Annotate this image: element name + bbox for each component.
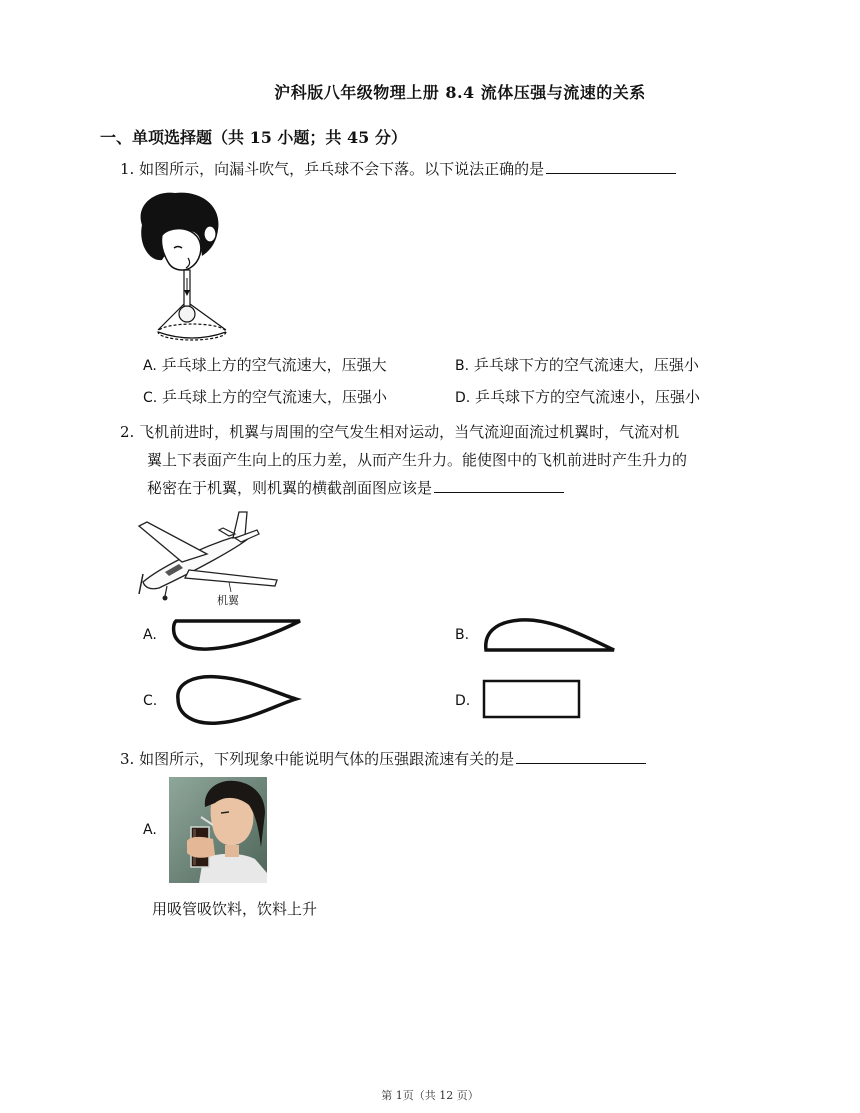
option-1a[interactable]: A. 乒乓球上方的空气流速大，压强大	[143, 356, 387, 374]
funnel-ball-figure	[130, 190, 230, 345]
option-2c-label: C.	[143, 693, 158, 709]
question-number: 1.	[120, 160, 135, 178]
option-3a-caption: 用吸管吸饮料，饮料上升	[152, 900, 318, 918]
answer-blank	[516, 745, 646, 764]
option-2b-label: B.	[455, 627, 470, 643]
option-1c[interactable]: C. 乒乓球上方的空气流速大，压强小	[143, 388, 388, 406]
option-1d[interactable]: D. 乒乓球下方的空气流速小，压强小	[455, 388, 701, 406]
question-1	[120, 155, 676, 183]
question-3	[120, 745, 646, 773]
section-heading: 一、单项选择题（共 15 小题；共 45 分）	[100, 128, 407, 147]
question-2	[120, 418, 780, 502]
airplane-figure	[137, 508, 282, 608]
drinking-straw-photo[interactable]	[169, 777, 267, 883]
question-text-line-3: 秘密在于机翼，则机翼的横截剖面图应该是	[147, 479, 433, 497]
option-2a-label: A.	[143, 627, 157, 643]
option-2d-rectangle[interactable]	[480, 677, 585, 722]
question-text: 如图所示，向漏斗吹气，乒乓球不会下落。以下说法正确的是	[139, 160, 545, 178]
question-text-line-2: 翼上下表面产生向上的压力差，从而产生升力。能使图中的飞机前进时产生升力的	[147, 451, 688, 469]
option-2c-airfoil[interactable]	[168, 671, 308, 731]
option-2a-airfoil[interactable]	[168, 613, 308, 658]
page-footer: 第 1页（共 12 页）	[381, 1089, 479, 1102]
answer-blank	[546, 155, 676, 174]
answer-blank	[434, 474, 564, 493]
question-text: 如图所示，下列现象中能说明气体的压强跟流速有关的是	[139, 750, 515, 768]
option-2b-airfoil[interactable]	[480, 612, 620, 657]
question-text-line-1: 飞机前进时，机翼与周围的空气发生相对运动，当气流迎面流过机翼时，气流对机	[139, 423, 680, 441]
question-number: 3.	[120, 750, 135, 768]
wing-label: 机翼	[217, 594, 239, 607]
page-title: 沪科版八年级物理上册 8.4 流体压强与流速的关系	[274, 83, 646, 102]
option-2d-label: D.	[455, 693, 471, 709]
question-number: 2.	[120, 423, 135, 441]
option-3a-label: A.	[143, 822, 157, 838]
option-1b[interactable]: B. 乒乓球下方的空气流速大，压强小	[455, 356, 699, 374]
